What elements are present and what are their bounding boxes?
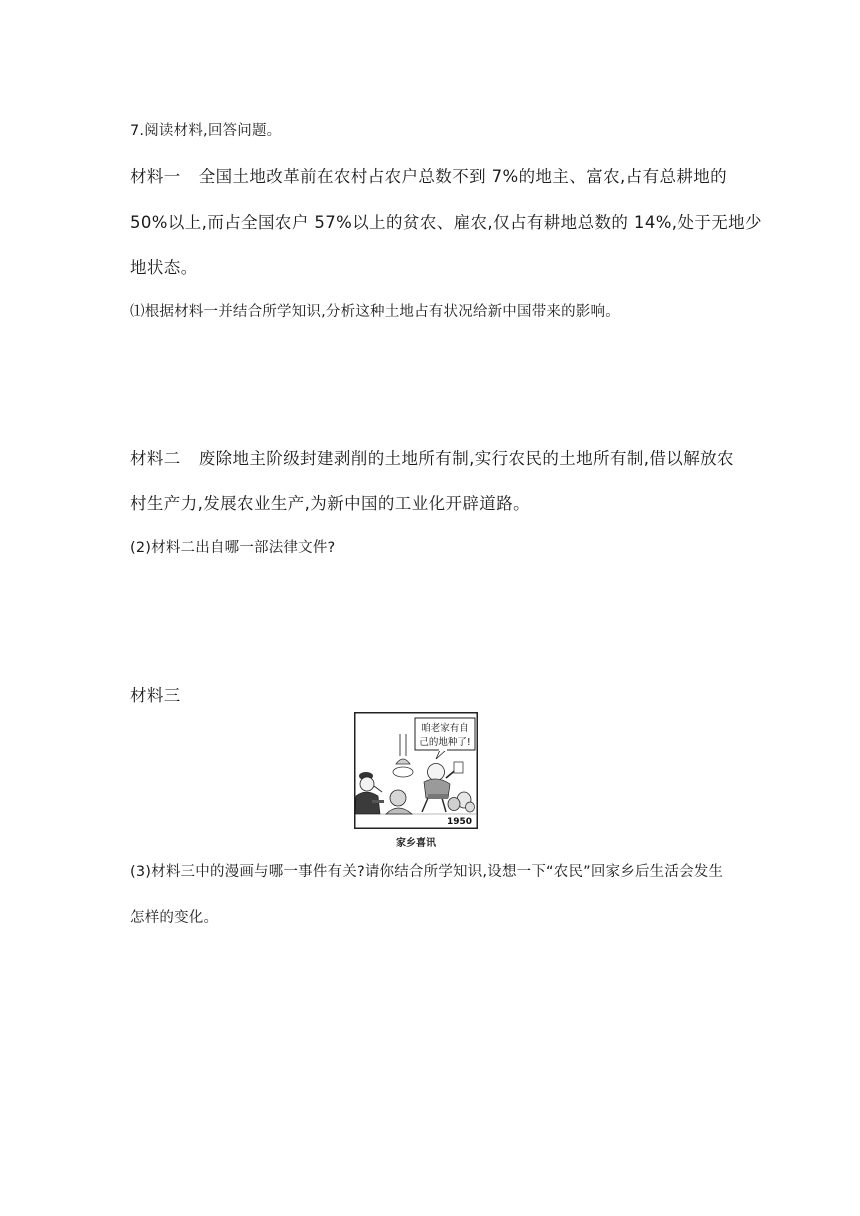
speech-line-1: 咱老家有自 <box>421 723 469 734</box>
question-3-line-2: 怎样的变化。 <box>130 910 219 926</box>
cartoon-year: 1950 <box>446 817 472 827</box>
question-1: ⑴根据材料一并结合所学知识,分析这种土地占有状况给新中国带来的影响。 <box>130 304 620 320</box>
question-title: 7.阅读材料,回答问题。 <box>130 123 282 139</box>
cartoon-image <box>354 712 478 829</box>
material-1-line-1 <box>130 163 727 187</box>
material-3-label: 材料三 <box>130 686 181 705</box>
material-1-text-1: 全国土地改革前在农村占农户总数不到 7%的地主、富农,占有总耕地的 <box>198 167 728 186</box>
material-1-line-3: 地状态。 <box>130 258 198 277</box>
material-2-label: 材料二 <box>130 449 181 468</box>
cartoon-caption: 家乡喜讯 <box>396 838 436 849</box>
material-1-label: 材料一 <box>130 167 181 186</box>
material-1-line-2: 50%以上,而占全国农户 57%以上的贫农、雇农,仅占有耕地总数的 14%,处于无地少 <box>130 213 762 232</box>
material-2-line-1 <box>130 445 734 469</box>
speech-line-2: 己的地种了! <box>419 737 471 748</box>
question-2: (2)材料二出自哪一部法律文件? <box>130 540 336 556</box>
material-2-line-2: 村生产力,发展农业生产,为新中国的工业化开辟道路。 <box>130 494 530 513</box>
question-3-line-1: (3)材料三中的漫画与哪一事件有关?请你结合所学知识,设想一下“农民”回家乡后生活会发生 <box>130 864 724 880</box>
material-2-text-1: 废除地主阶级封建剥削的土地所有制,实行农民的土地所有制,借以解放农 <box>198 449 734 468</box>
